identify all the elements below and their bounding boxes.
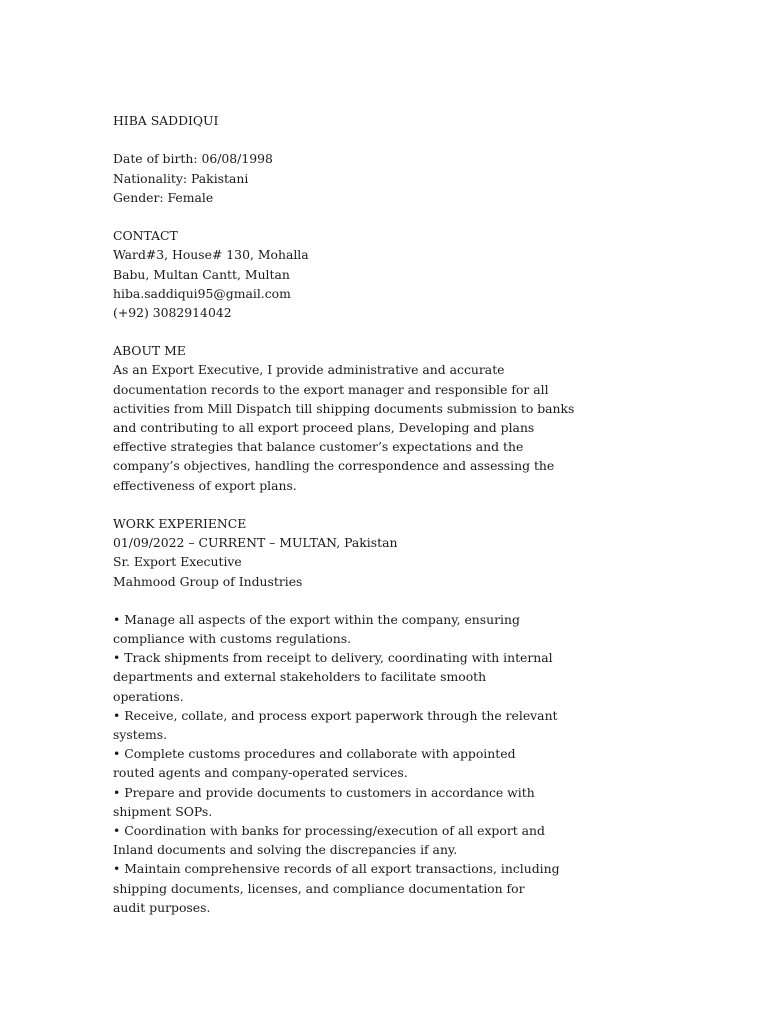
work-bullet-line: departments and external stakeholders to facilitate smooth xyxy=(113,669,487,685)
work-bullet-line: • Prepare and provide documents to customers in accordance with xyxy=(113,784,535,800)
work-heading: WORK EXPERIENCE xyxy=(113,515,247,531)
about-line: effective strategies that balance customer’s expectations and the xyxy=(113,439,524,455)
work-bullet-line: shipping documents, licenses, and compliance documentation for xyxy=(113,880,525,896)
work-bullet-line: • Complete customs procedures and collaborate with appointed xyxy=(113,746,516,762)
work-bullet-line: systems. xyxy=(113,727,168,742)
work-bullet-line: • Track shipments from receipt to delivery, coordinating with internal xyxy=(113,650,553,666)
resume-content xyxy=(113,111,575,917)
date-of-birth: Date of birth: 06/08/1998 xyxy=(113,151,273,167)
contact-line: Babu, Multan Cantt, Multan xyxy=(113,266,290,282)
about-line: company’s objectives, handling the correspondence and assessing the xyxy=(113,458,555,474)
about-line: activities from Mill Dispatch till shipping documents submission to banks xyxy=(113,400,575,416)
nationality: Nationality: Pakistani xyxy=(113,170,249,186)
spacer xyxy=(113,591,553,610)
work-company: Mahmood Group of Industries xyxy=(113,573,303,589)
contact-email: hiba.saddiqui95@gmail.com xyxy=(113,285,291,301)
work-bullet-line: • Receive, collate, and process export paperwork through the relevant xyxy=(113,707,558,723)
about-line: effectiveness of export plans. xyxy=(113,477,297,493)
about-line: As an Export Executive, I provide administrative and accurate xyxy=(113,362,505,378)
spacer xyxy=(113,207,553,226)
spacer xyxy=(113,322,553,341)
gender: Gender: Female xyxy=(113,189,214,205)
work-bullet-line: audit purposes. xyxy=(113,899,211,915)
work-bullet-line: Inland documents and solving the discrepancies if any. xyxy=(113,842,458,858)
work-bullet-line: shipment SOPs. xyxy=(113,803,213,819)
contact-line: Ward#3, House# 130, Mohalla xyxy=(113,247,309,263)
work-bullet-line: • Maintain comprehensive records of all export transactions, including xyxy=(113,861,560,877)
spacer xyxy=(113,495,553,514)
work-bullet-line: • Manage all aspects of the export within the company, ensuring xyxy=(113,611,520,627)
work-bullet-line: routed agents and company-operated services. xyxy=(113,765,408,781)
work-period: 01/09/2022 – CURRENT – MULTAN, Pakistan xyxy=(113,535,398,551)
contact-phone: (+92) 3082914042 xyxy=(113,304,232,320)
about-line: and contributing to all export proceed plans, Developing and plans xyxy=(113,420,535,435)
about-line: documentation records to the export manager and responsible for all xyxy=(113,381,549,397)
contact-heading: CONTACT xyxy=(113,228,178,244)
work-title: Sr. Export Executive xyxy=(113,554,242,570)
work-bullet-line: compliance with customs regulations. xyxy=(113,631,352,647)
candidate-name: HIBA SADDIQUI xyxy=(113,113,219,128)
work-bullet-line: • Coordination with banks for processing/execution of all export and xyxy=(113,822,545,838)
about-heading: ABOUT ME xyxy=(113,343,186,359)
work-bullet-line: operations. xyxy=(113,688,184,704)
spacer xyxy=(113,130,553,149)
